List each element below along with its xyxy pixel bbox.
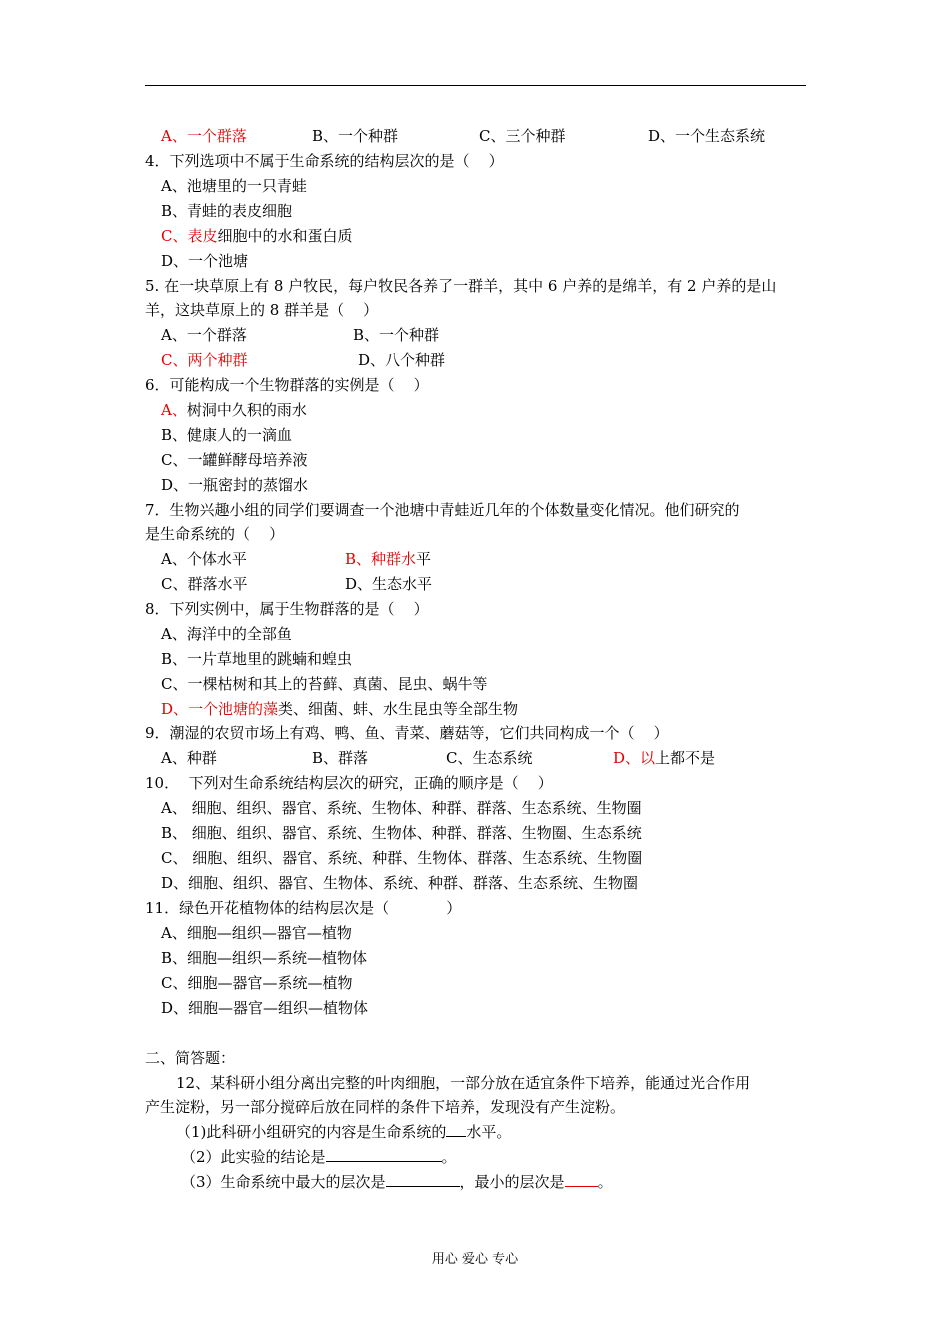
q9-option-a: A、种群 xyxy=(161,749,217,767)
q10-option-a: A、 细胞、组织、器官、系统、生物体、种群、群落、生态系统、生物圈 xyxy=(161,799,642,817)
q9-option-d-red: D、以 xyxy=(613,749,656,767)
q5-option-a: A、一个群落 xyxy=(161,326,247,344)
q12-sub1 xyxy=(176,1122,511,1142)
q12-sub3 xyxy=(181,1172,613,1192)
q11-option-d: D、细胞—器官—组织—植物体 xyxy=(161,999,369,1017)
q9-option-b: B、群落 xyxy=(312,749,369,767)
q6-option-a-red: A、 xyxy=(161,401,187,419)
q12-stem-line2: 产生淀粉，另一部分搅碎后放在同样的条件下培养，发现没有产生淀粉。 xyxy=(145,1098,626,1116)
q8-stem: 8．下列实例中，属于生物群落的是（ ） xyxy=(145,600,429,618)
q4-option-d: D、一个池塘 xyxy=(161,252,249,270)
q12-stem-line1: 12、某科研小组分离出完整的叶肉细胞，一部分放在适宜条件下培养，能通过光合作用 xyxy=(176,1074,751,1092)
q12-sub1-pre: （1)此科研小组研究的内容是生命系统的 xyxy=(176,1123,447,1141)
q5-stem-line2: 羊，这块草原上的 8 群羊是（ ） xyxy=(145,301,379,319)
q8-option-d-rest: 类、细菌、蚌、水生昆虫等全部生物 xyxy=(278,700,519,718)
q6-option-a-rest: 树洞中久积的雨水 xyxy=(186,401,307,419)
q12-sub3-blank-largest[interactable] xyxy=(386,1172,460,1187)
q10-option-c: C、 细胞、组织、器官、系统、种群、生物体、群落、生态系统、生物圈 xyxy=(161,849,643,867)
q10-option-b: B、 细胞、组织、器官、系统、生物体、种群、群落、生物圈、生态系统 xyxy=(161,824,642,842)
q11-option-c: C、细胞—器官—系统—植物 xyxy=(161,974,353,992)
q5-option-b: B、一个种群 xyxy=(353,326,440,344)
q4-option-c-rest: 细胞中的水和蛋白质 xyxy=(217,227,353,245)
section2-heading: 二、简答题： xyxy=(145,1049,236,1067)
q8-option-d-red: D、一个池塘的藻 xyxy=(161,700,279,718)
q9-stem: 9．潮湿的农贸市场上有鸡、鸭、鱼、青菜、蘑菇等，它们共同构成一个（ ） xyxy=(145,724,669,742)
q12-sub1-post: 水平。 xyxy=(466,1123,512,1141)
page-footer: 用心 爱心 专心 xyxy=(431,1252,519,1267)
q12-sub3-pre: （3）生命系统中最大的层次是 xyxy=(181,1173,386,1191)
q6-option-b: B、健康人的一滴血 xyxy=(161,426,293,444)
q7-option-c: C、群落水平 xyxy=(161,575,248,593)
q4-option-a: A、池塘里的一只青蛙 xyxy=(161,177,307,195)
q12-sub2-blank[interactable] xyxy=(326,1147,442,1162)
q3-option-d: D、一个生态系统 xyxy=(648,127,766,145)
q3-option-b: B、一个种群 xyxy=(312,127,399,145)
q7-stem-line2: 是生命系统的（ ） xyxy=(145,525,285,543)
q6-stem: 6．可能构成一个生物群落的实例是（ ） xyxy=(145,376,429,394)
q12-sub2 xyxy=(181,1147,457,1167)
q11-stem: 11．绿色开花植物体的结构层次是（ ） xyxy=(145,899,462,917)
q6-option-c: C、一罐鲜酵母培养液 xyxy=(161,451,308,469)
q9-option-d xyxy=(613,748,715,768)
q3-option-a: A、一个群落 xyxy=(161,127,247,145)
q9-option-d-rest: 上都不是 xyxy=(655,749,716,767)
q4-stem: 4．下列选项中不属于生命系统的结构层次的是（ ） xyxy=(145,152,504,170)
q7-stem-line1: 7．生物兴趣小组的同学们要调查一个池塘中青蛙近几年的个体数量变化情况。他们研究的 xyxy=(145,501,740,519)
q4-option-c-red: C、表皮 xyxy=(161,227,218,245)
q11-option-b: B、细胞—组织—系统—植物体 xyxy=(161,949,368,967)
q8-option-a: A、海洋中的全部鱼 xyxy=(161,625,292,643)
q12-sub1-blank[interactable] xyxy=(446,1122,466,1137)
q10-stem: 10． 下列对生命系统结构层次的研究，正确的顺序是（ ） xyxy=(145,774,553,792)
q8-option-b: B、一片草地里的跳蝻和蝗虫 xyxy=(161,650,353,668)
q8-option-c: C、一棵枯树和其上的苔藓、真菌、昆虫、蜗牛等 xyxy=(161,675,488,693)
header-rule xyxy=(145,85,806,86)
q3-option-c: C、三个种群 xyxy=(479,127,566,145)
q12-sub2-post: 。 xyxy=(441,1148,457,1166)
q12-sub3-mid: ，最小的层次是 xyxy=(459,1173,565,1191)
q12-sub3-post: 。 xyxy=(597,1173,613,1191)
q9-option-c: C、生态系统 xyxy=(446,749,533,767)
q12-sub3-blank-smallest[interactable] xyxy=(565,1172,598,1187)
q7-option-b-red: B、种群水 xyxy=(345,550,417,568)
q5-option-c: C、两个种群 xyxy=(161,351,248,369)
q7-option-a: A、个体水平 xyxy=(161,550,247,568)
q5-option-d: D、八个种群 xyxy=(358,351,446,369)
q12-sub2-pre: （2）此实验的结论是 xyxy=(181,1148,326,1166)
q4-option-c xyxy=(161,226,353,246)
q11-option-a: A、细胞—组织—器官—植物 xyxy=(161,924,352,942)
q6-option-a xyxy=(161,400,307,420)
q7-option-b-rest: 平 xyxy=(416,550,432,568)
q5-stem-line1: 5. 在一块草原上有 8 户牧民，每户牧民各养了一群羊，其中 6 户养的是绵羊，有 2 户养的是山 xyxy=(145,277,777,295)
q6-option-d: D、一瓶密封的蒸馏水 xyxy=(161,476,309,494)
q4-option-b: B、青蛙的表皮细胞 xyxy=(161,202,293,220)
q7-option-b xyxy=(345,549,431,569)
q8-option-d xyxy=(161,699,518,719)
q7-option-d: D、生态水平 xyxy=(345,575,433,593)
q10-option-d: D、细胞、组织、器官、生物体、系统、种群、群落、生态系统、生物圈 xyxy=(161,874,639,892)
